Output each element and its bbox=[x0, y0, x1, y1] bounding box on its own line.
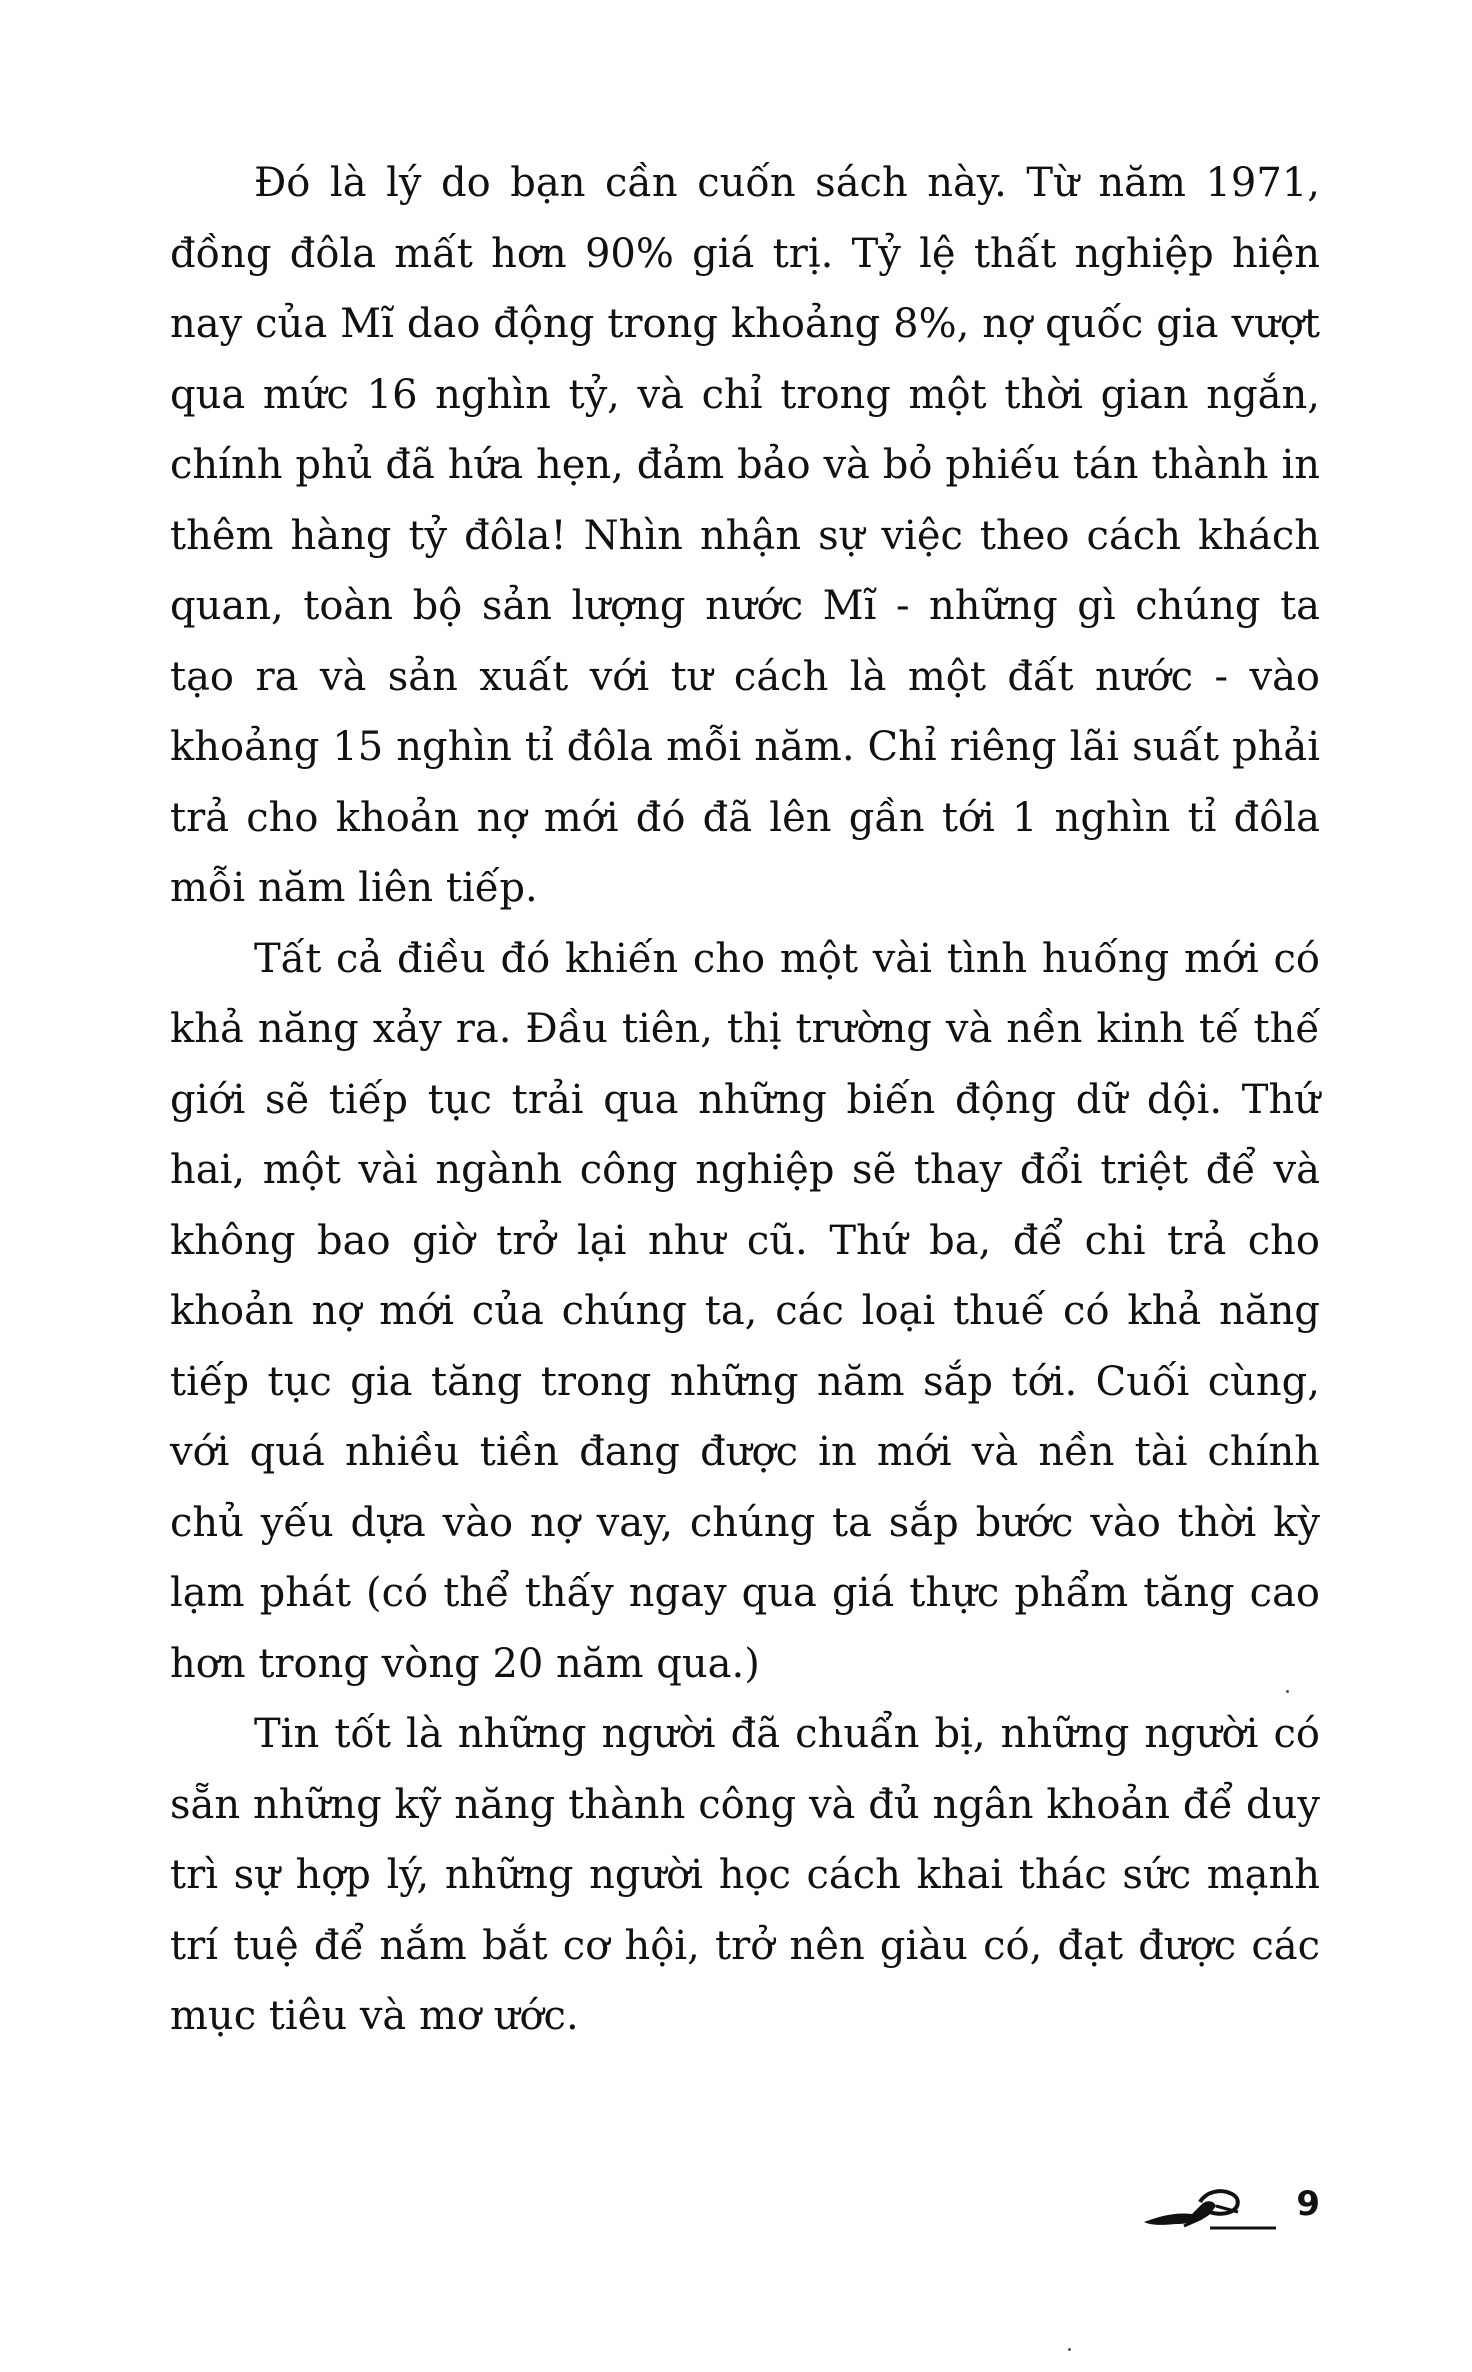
paper-speck bbox=[1068, 2348, 1071, 2351]
paragraph-3: Tin tốt là những người đã chuẩn bị, những người có sẵn những kỹ năng thành công và đủ ngân khoản để duy trì sự hợp lý, những người học cách khai thác sức mạnh trí tuệ để nắm bắt cơ hội, trở nên giàu có, đạt được các mục tiêu và mơ ước. bbox=[170, 1711, 1320, 2039]
body-text bbox=[170, 148, 1320, 2052]
paragraph-2: Tất cả điều đó khiến cho một vài tình huống mới có khả năng xảy ra. Đầu tiên, thị trường và nền kinh tế thế giới sẽ tiếp tục trải qua những biến động dữ dội. Thứ hai, một vài ngành công nghiệp sẽ thay đổi triệt để và không bao giờ trở lại như cũ. Thứ ba, để chi trả cho khoản nợ mới của chúng ta, các loại thuế có khả năng tiếp tục gia tăng trong những năm sắp tới. Cuối cùng, với quá nhiều tiền đang được in mới và nền tài chính chủ yếu dựa vào nợ vay, chúng ta sắp bước vào thời kỳ lạm phát (có thể thấy ngay qua giá thực phẩm tăng cao hơn trong vòng 20 năm qua.) bbox=[170, 935, 1320, 1687]
paragraph-1: Đó là lý do bạn cần cuốn sách này. Từ năm 1971, đồng đôla mất hơn 90% giá trị. Tỷ lệ thất nghiệp hiện nay của Mĩ dao động trong khoảng 8%, nợ quốc gia vượt qua mức 16 nghìn tỷ, và chỉ trong một thời gian ngắn, chính phủ đã hứa hẹn, đảm bảo và bỏ phiếu tán thành in thêm hàng tỷ đôla! Nhìn nhận sự việc theo cách khách quan, toàn bộ sản lượng nước Mĩ - những gì chúng ta tạo ra và sản xuất với tư cách là một đất nước - vào khoảng 15 nghìn tỉ đôla mỗi năm. Chỉ riêng lãi suất phải trả cho khoản nợ mới đó đã lên gần tới 1 nghìn tỉ đôla mỗi năm liên tiếp. bbox=[170, 160, 1320, 911]
pen-nib-icon bbox=[1140, 2182, 1280, 2242]
page-number: 9 bbox=[1296, 2184, 1320, 2224]
paper-speck bbox=[1286, 1690, 1289, 1693]
page-footer bbox=[1140, 2182, 1320, 2242]
